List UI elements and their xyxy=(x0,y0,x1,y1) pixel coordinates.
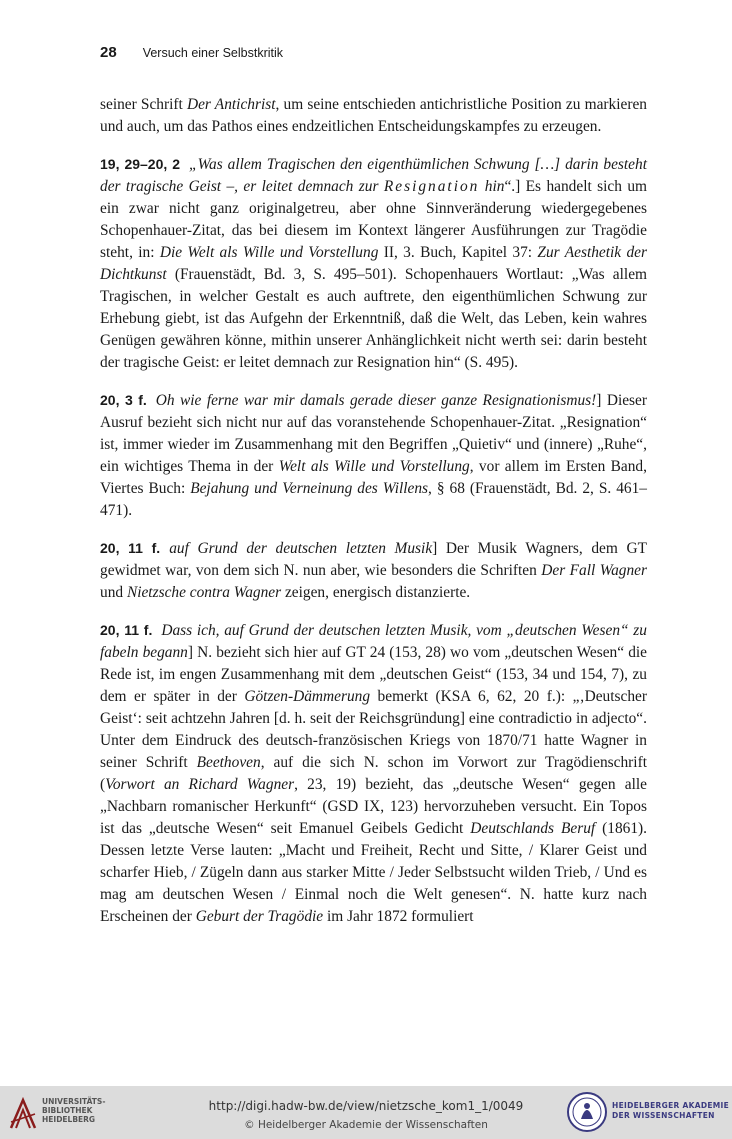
copyright-notice: © Heidelberger Akademie der Wissenschaften xyxy=(244,1119,488,1131)
text-run: “.] Es handelt sich um ein zwar nicht ganz originalgetreu, aber ohne Sinnveränderung wiedergegebenes Schopenhauer-Zitat, das bei diesem im Kontext längerer Ausführungen zur Tragödie steht, in: xyxy=(100,178,647,261)
commentary-text xyxy=(100,94,647,943)
commentary-paragraph xyxy=(100,389,647,522)
permalink[interactable]: http://digi.hadw-bw.de/view/nietzsche_kom1_1/0049 xyxy=(208,1099,524,1113)
italic-text: Die Welt als Wille und Vorstellung xyxy=(159,244,379,261)
italic-text: Welt als Wille und Vorstellung xyxy=(278,458,470,475)
italic-text: Vorwort an Richard Wagner xyxy=(105,776,295,793)
lemma-reference: 19, 29–20, 2 xyxy=(100,156,181,172)
italic-text: Nietzsche contra Wagner xyxy=(126,584,282,601)
text-run: und xyxy=(100,584,127,601)
text-run: (1861). Dessen letzte Verse lauten: „Macht und Freiheit, Recht und Sitte, / Klarer Geist und scharfer Hieb, / Zügeln dann aus starker Mitte / Jeder Selbstsucht wilden Trieb, / Und es mag am deutschen Wesen / Einmal noch die Welt genesen“. N. hatte kurz nach Erscheinen der xyxy=(100,820,648,925)
text-run: II, 3. Buch, Kapitel 37: xyxy=(378,244,538,261)
italic-text: Zur Aesthetik der Dichtkunst xyxy=(100,244,648,283)
italic-text: Beethoven xyxy=(196,754,261,771)
italic-text: Dass ich, auf Grund der deutschen letzten Musik, vom „deutschen Wesen“ zu fabeln begann xyxy=(100,622,647,661)
text-run: seiner Schrift xyxy=(100,96,187,113)
commentary-paragraph xyxy=(100,94,647,138)
italic-text: Deutschlands Beruf xyxy=(470,820,596,837)
italic-text: Der Antichrist xyxy=(186,96,276,113)
text-run: (Frauenstädt, Bd. 3, S. 495–501). Schopenhauers Wortlaut: „Was allem Tragischen, in welcher Gestalt es auch auftrete, den eigenthümlichen Schwung zur Erhebung giebt, ist das Aufgehn der Erkenntniß, daß die Welt, das Leben, kein wahres Genügen gewähren könne, mithin unserer Anhänglichkeit nicht werth sei: darin besteht der tragische Geist: er leitet demnach zur Resignation hin“ (S. 495). xyxy=(100,266,647,371)
library-name: UNIVERSITÄTS- BIBLIOTHEK HEIDELBERG xyxy=(42,1097,106,1124)
commentary-paragraph xyxy=(100,619,647,928)
text-run: im Jahr 1872 formuliert xyxy=(323,908,474,925)
text-run: , um seine entschieden antichristliche Position zu markieren und auch, um das Pathos eines endzeitlichen Entscheidungskampfes zu erzeugen. xyxy=(100,96,647,135)
lemma-reference: 20, 3 f. xyxy=(100,392,147,408)
italic-text: Der Fall Wagner xyxy=(541,562,648,579)
commentary-paragraph xyxy=(100,537,647,604)
text-run: , vor allem im Ersten Band, Viertes Buch: xyxy=(100,458,647,497)
italic-text: „Was allem Tragischen den eigenthümlichen Schwung […] darin besteht der tragische Geist –, er leitet demnach zur xyxy=(100,156,647,195)
text-run: zeigen, energisch distanzierte. xyxy=(281,584,471,601)
italic-text: Bejahung und Verneinung des Willens xyxy=(190,480,429,497)
text-run: , 23, 19) bezieht, das „deutsche Wesen“ gegen alle „Nachbarn romanischer Herkunft“ (GSD IX, 123) hervorzuheben versucht. Ein Topos ist das „deutsche Wesen“ seit Emanuel Geibels Gedicht xyxy=(100,776,647,837)
text-run: bemerkt (KSA 6, 62, 20 f.): „‚Deutscher Geist‘: seit achtzehn Jahren [d. h. seit der Reichsgründung] eine contradictio in adjecto“. Unter dem Eindruck des deutsch-französischen Kriegs von 1870/71 hatte Wagner in seiner Schrift xyxy=(100,688,647,771)
italic-text: hin xyxy=(479,178,505,195)
text-run: ] N. bezieht sich hier auf GT 24 (153, 28) wo vom „deutschen Wesen“ die Rede ist, im engen Zusammenhang mit dem „deutschen Geist“ (153, 34 und 154, 7), zu dem er später in der xyxy=(100,644,647,705)
academy-name-line2: DER WISSENSCHAFTEN xyxy=(612,1111,715,1120)
spaced-italic-text: Resignation xyxy=(383,178,480,195)
italic-text: Götzen-Dämmerung xyxy=(244,688,371,705)
commentary-paragraph xyxy=(100,153,647,374)
academy-name-line1: HEIDELBERGER AKADEMIE xyxy=(612,1101,730,1110)
italic-text: Oh wie ferne war mir damals gerade dieser ganze Resignationismus! xyxy=(155,392,597,409)
academy-name xyxy=(612,1101,729,1121)
text-run: , auf die sich N. schon im Vorwort zur Tragödienschrift ( xyxy=(100,754,647,793)
page-number: 28 xyxy=(100,44,117,61)
running-title: Versuch einer Selbstkritik xyxy=(142,46,284,60)
academy-seal-icon xyxy=(566,1091,608,1133)
lemma-reference: 20, 11 f. xyxy=(100,540,161,556)
footer-bar xyxy=(0,1086,732,1139)
page-header xyxy=(100,44,283,64)
text-run: ] Der Musik Wagners, dem GT gewidmet war, von dem sich N. nun aber, wie besonders die Schriften xyxy=(100,540,647,579)
italic-text: auf Grund der deutschen letzten Musik xyxy=(169,540,433,557)
italic-text: Geburt der Tragödie xyxy=(195,908,324,925)
text-run: ] Dieser Ausruf bezieht sich nicht nur auf das voranstehende Schopenhauer-Zitat. „Resignation“ ist, immer wieder im Zusammenhang mit den Begriffen „Quietiv“ und (innere) „Ruhe“, ein wichtiges Thema in der xyxy=(100,392,647,475)
lemma-reference: 20, 11 f. xyxy=(100,622,153,638)
text-run: , § 68 (Frauenstädt, Bd. 2, S. 461–471). xyxy=(100,480,648,519)
